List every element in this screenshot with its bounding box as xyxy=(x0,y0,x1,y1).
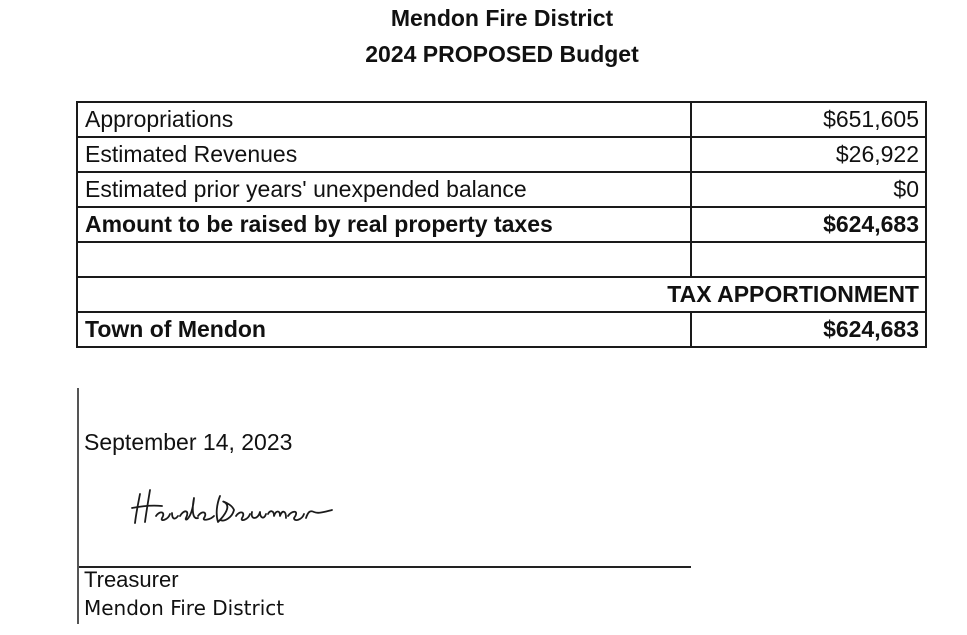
town-label: Town of Mendon xyxy=(77,312,691,347)
table-row xyxy=(77,312,926,347)
row-amount-estimated-revenues: $26,922 xyxy=(691,137,926,172)
district-title: Mendon Fire District xyxy=(390,5,614,31)
table-row xyxy=(77,207,926,242)
town-amount: $624,683 xyxy=(691,312,926,347)
table-row xyxy=(77,102,926,137)
table-row xyxy=(77,277,926,312)
empty-cell xyxy=(691,242,926,277)
row-amount-unexpended-balance: $0 xyxy=(691,172,926,207)
signer-title: Treasurer xyxy=(84,567,179,592)
signature-date: September 14, 2023 xyxy=(84,429,293,455)
margin-rule xyxy=(77,388,79,624)
row-amount-property-taxes: $624,683 xyxy=(691,207,926,242)
budget-title: 2024 PROPOSED Budget xyxy=(365,41,639,67)
signer-organization: Mendon Fire District xyxy=(84,596,285,620)
row-label-unexpended-balance: Estimated prior years' unexpended balance xyxy=(77,172,691,207)
row-label-appropriations: Appropriations xyxy=(77,102,691,137)
budget-table xyxy=(76,101,927,348)
handwritten-signature xyxy=(128,476,348,536)
empty-cell xyxy=(77,242,691,277)
row-label-property-taxes: Amount to be raised by real property taxes xyxy=(77,207,691,242)
row-amount-appropriations: $651,605 xyxy=(691,102,926,137)
table-row-empty xyxy=(77,242,926,277)
table-row xyxy=(77,137,926,172)
tax-apportionment-heading: TAX APPORTIONMENT xyxy=(77,277,926,312)
row-label-estimated-revenues: Estimated Revenues xyxy=(77,137,691,172)
table-row xyxy=(77,172,926,207)
